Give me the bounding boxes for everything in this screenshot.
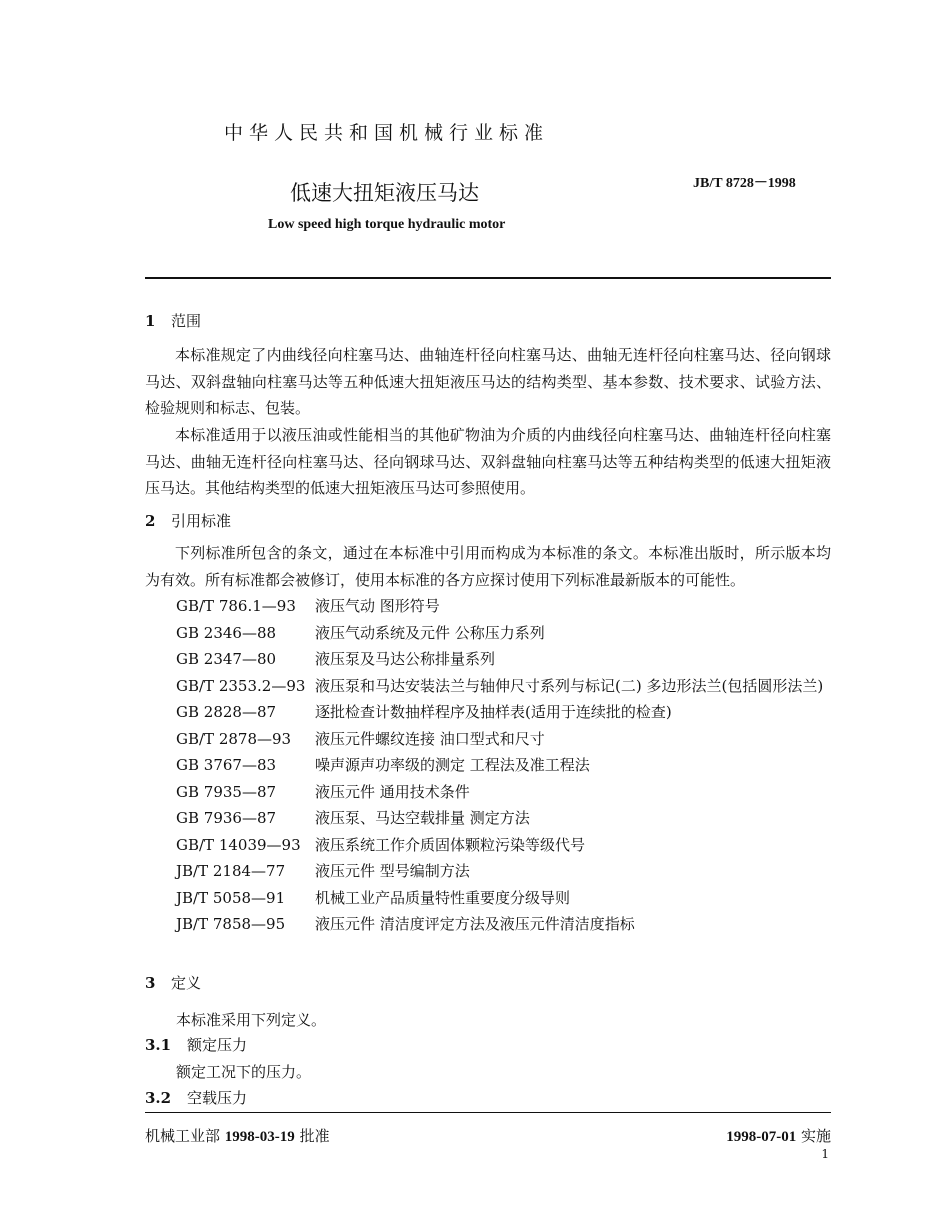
section-2-intro: 下列标准所包含的条文，通过在本标准中引用而构成为本标准的条文。本标准出版时，所示版本均为有效。所有标准都会被修订，使用本标准的各方应探讨使用下列标准最新版本的可能性。 [145,544,831,589]
section-number: 1 [145,312,156,330]
reference-item [176,646,836,673]
section-title: 范围 [171,312,202,330]
header-rule [145,277,831,279]
section-2-heading [145,510,231,531]
reference-item [176,885,836,912]
standard-number: JB/T 8728－1998 [693,176,796,191]
section-1-paragraph-2: 本标准适用于以液压油或性能相当的其他矿物油为介质的内曲线径向柱塞马达、曲轴连杆径向柱塞马达、曲轴无连杆径向柱塞马达、径向钢球马达、双斜盘轴向柱塞马达等五种结构类型的低速大扭矩液压马达。其他结构类型的低速大扭矩液压马达可参照使用。 [145,426,831,497]
reference-code: GB/T 786.1—93 [176,597,296,615]
reference-code: JB/T 7858—95 [176,915,286,933]
reference-item [176,620,836,647]
reference-code: JB/T 2184—77 [176,862,286,880]
reference-code: JB/T 5058—91 [176,888,286,907]
title-english: Low speed high torque hydraulic motor [268,217,506,232]
reference-name: 液压元件 清洁度评定方法及液压元件清洁度指标 [315,915,635,933]
footer-rule [145,1112,831,1113]
effective-info [726,1125,831,1146]
effective-date: 1998-07-01 [726,1129,797,1145]
section-3-intro: 本标准采用下列定义。 [176,1011,327,1029]
reference-name: 液压元件 型号编制方法 [315,862,470,880]
approve-date: 1998-03-19 [224,1129,295,1145]
definition-number: 3.1 [145,1036,172,1054]
reference-code: GB/T 14039—93 [176,835,301,854]
issuer: 机械工业部 [145,1127,221,1145]
approval-info [145,1125,330,1146]
reference-item [176,752,836,779]
section-title: 引用标准 [171,512,232,530]
section-number: 2 [145,512,156,530]
reference-item [176,832,836,859]
section-title: 定义 [171,974,202,992]
reference-name: 液压气动系统及元件 公称压力系列 [315,623,545,642]
reference-code: GB/T 2353.2—93 [176,676,306,695]
section-1-heading [145,310,201,331]
definition-3-2-heading [145,1087,247,1108]
effective-label: 实施 [800,1127,831,1145]
reference-item [176,726,836,753]
definition-3-1-text: 额定工况下的压力。 [176,1063,312,1081]
definition-title: 空载压力 [187,1089,248,1107]
reference-name: 液压系统工作介质固体颗粒污染等级代号 [315,835,586,854]
reference-name: 液压元件螺纹连接 油口型式和尺寸 [315,729,545,748]
reference-name: 液压泵和马达安装法兰与轴伸尺寸系列与标记(二) 多边形法兰(包括圆形法兰) [315,676,824,695]
reference-item [176,673,836,700]
reference-name: 液压泵、马达空载排量 测定方法 [315,809,530,827]
reference-name: 噪声源声功率级的测定 工程法及准工程法 [315,756,590,774]
reference-code: GB 2347—80 [176,650,277,668]
reference-list [176,593,836,938]
reference-name: 液压泵及马达公称排量系列 [315,650,496,668]
reference-name: 液压元件 通用技术条件 [315,782,470,801]
section-3-heading [145,972,201,993]
section-number: 3 [145,974,156,992]
reference-item [176,911,836,938]
reference-name: 液压气动 图形符号 [315,597,440,615]
reference-name: 机械工业产品质量特性重要度分级导则 [315,888,571,907]
reference-code: GB/T 2878—93 [176,729,292,748]
reference-name: 逐批检查计数抽样程序及抽样表(适用于连续批的检查) [315,703,672,721]
reference-item [176,593,836,620]
section-1-paragraph-1: 本标准规定了内曲线径向柱塞马达、曲轴连杆径向柱塞马达、曲轴无连杆径向柱塞马达、径向钢球马达、双斜盘轴向柱塞马达等五种低速大扭矩液压马达的结构类型、基本参数、技术要求、试验方法、检验规则和标志、包装。 [145,346,831,417]
reference-code: GB 7936—87 [176,809,277,827]
definition-title: 额定压力 [187,1036,248,1054]
reference-item [176,858,836,885]
national-standard-heading: 中华人民共和国机械行业标准 [224,122,550,144]
reference-item [176,699,836,726]
reference-item [176,779,836,806]
title-chinese: 低速大扭矩液压马达 [290,181,479,205]
reference-code: GB 3767—83 [176,756,277,774]
reference-code: GB 2828—87 [176,703,277,721]
reference-code: GB 2346—88 [176,623,277,642]
approve-label: 批准 [299,1127,330,1145]
definition-number: 3.2 [145,1089,172,1107]
page-number: 1 [821,1147,829,1161]
reference-item [176,805,836,832]
definition-3-1-heading [145,1034,247,1055]
reference-code: GB 7935—87 [176,782,277,801]
